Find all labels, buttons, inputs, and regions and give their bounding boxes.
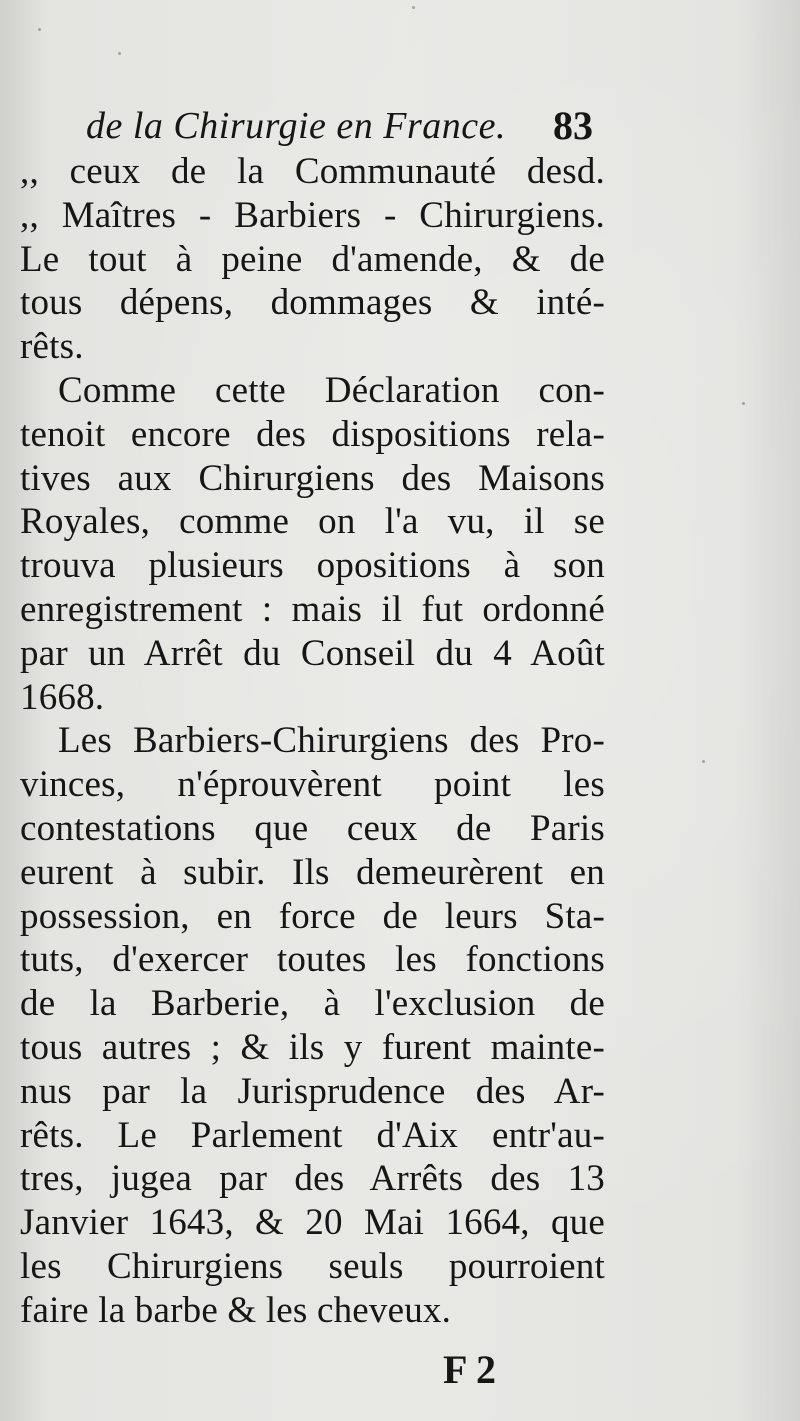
text-line: faire la barbe & les cheveux. xyxy=(20,1289,452,1331)
page-header xyxy=(0,96,800,156)
text-line: eurent à subir. Ils demeurèrent en xyxy=(20,851,605,893)
text-line: tives aux Chirurgiens des Maisons xyxy=(20,457,605,499)
text-line: 1668. xyxy=(20,676,105,718)
text-line: tous dépens, dommages & inté- xyxy=(20,282,605,324)
text-line: rêts. Le Parlement d'Aix entr'au- xyxy=(20,1114,605,1156)
page-number: 83 xyxy=(553,103,593,148)
text-line: tuts, d'exercer toutes les fonctions xyxy=(20,939,605,981)
text-line: tenoit encore des dispositions rela- xyxy=(20,413,605,455)
paper-speck xyxy=(38,28,41,31)
text-line: contestations que ceux de Paris xyxy=(20,807,605,849)
text-line: ,, ceux de la Communauté desd. xyxy=(20,151,605,192)
paper-speck xyxy=(118,52,121,55)
text-line: vinces, n'éprouvèrent point les xyxy=(20,764,605,806)
text-line: tous autres ; & ils y furent mainte- xyxy=(20,1026,605,1068)
text-line: Janvier 1643, & 20 Mai 1664, que xyxy=(20,1202,605,1244)
text-line: par un Arrêt du Conseil du 4 Août xyxy=(20,632,605,674)
text-line: de la Barberie, à l'exclusion de xyxy=(20,983,605,1025)
text-line: nus par la Jurisprudence des Ar- xyxy=(20,1070,605,1112)
text-line: rêts. xyxy=(20,326,84,368)
paper-speck xyxy=(702,760,705,763)
text-line: Royales, comme on l'a vu, il se xyxy=(20,501,605,543)
text-line: enregistrement : mais il fut ordonné xyxy=(20,588,605,630)
text-line: ,, Maîtres - Barbiers - Chirurgiens. xyxy=(20,194,605,236)
running-title: de la Chirurgie en France. xyxy=(86,105,507,147)
paper-speck xyxy=(412,6,415,9)
text-line: tres, jugea par des Arrêts des 13 xyxy=(20,1158,605,1200)
text-line: trouva plusieurs opositions à son xyxy=(20,545,605,587)
text-line: Le tout à peine d'amende, & de xyxy=(20,238,605,280)
paper-speck xyxy=(742,402,745,405)
text-line: possession, en force de leurs Sta- xyxy=(20,895,605,937)
text-line: les Chirurgiens seuls pourroient xyxy=(20,1245,605,1287)
body-text xyxy=(20,150,605,1333)
signature-mark: F 2 xyxy=(443,1347,496,1392)
text-line: Les Barbiers-Chirurgiens des Pro- xyxy=(58,720,605,762)
text-line: Comme cette Déclaration con- xyxy=(58,369,605,411)
